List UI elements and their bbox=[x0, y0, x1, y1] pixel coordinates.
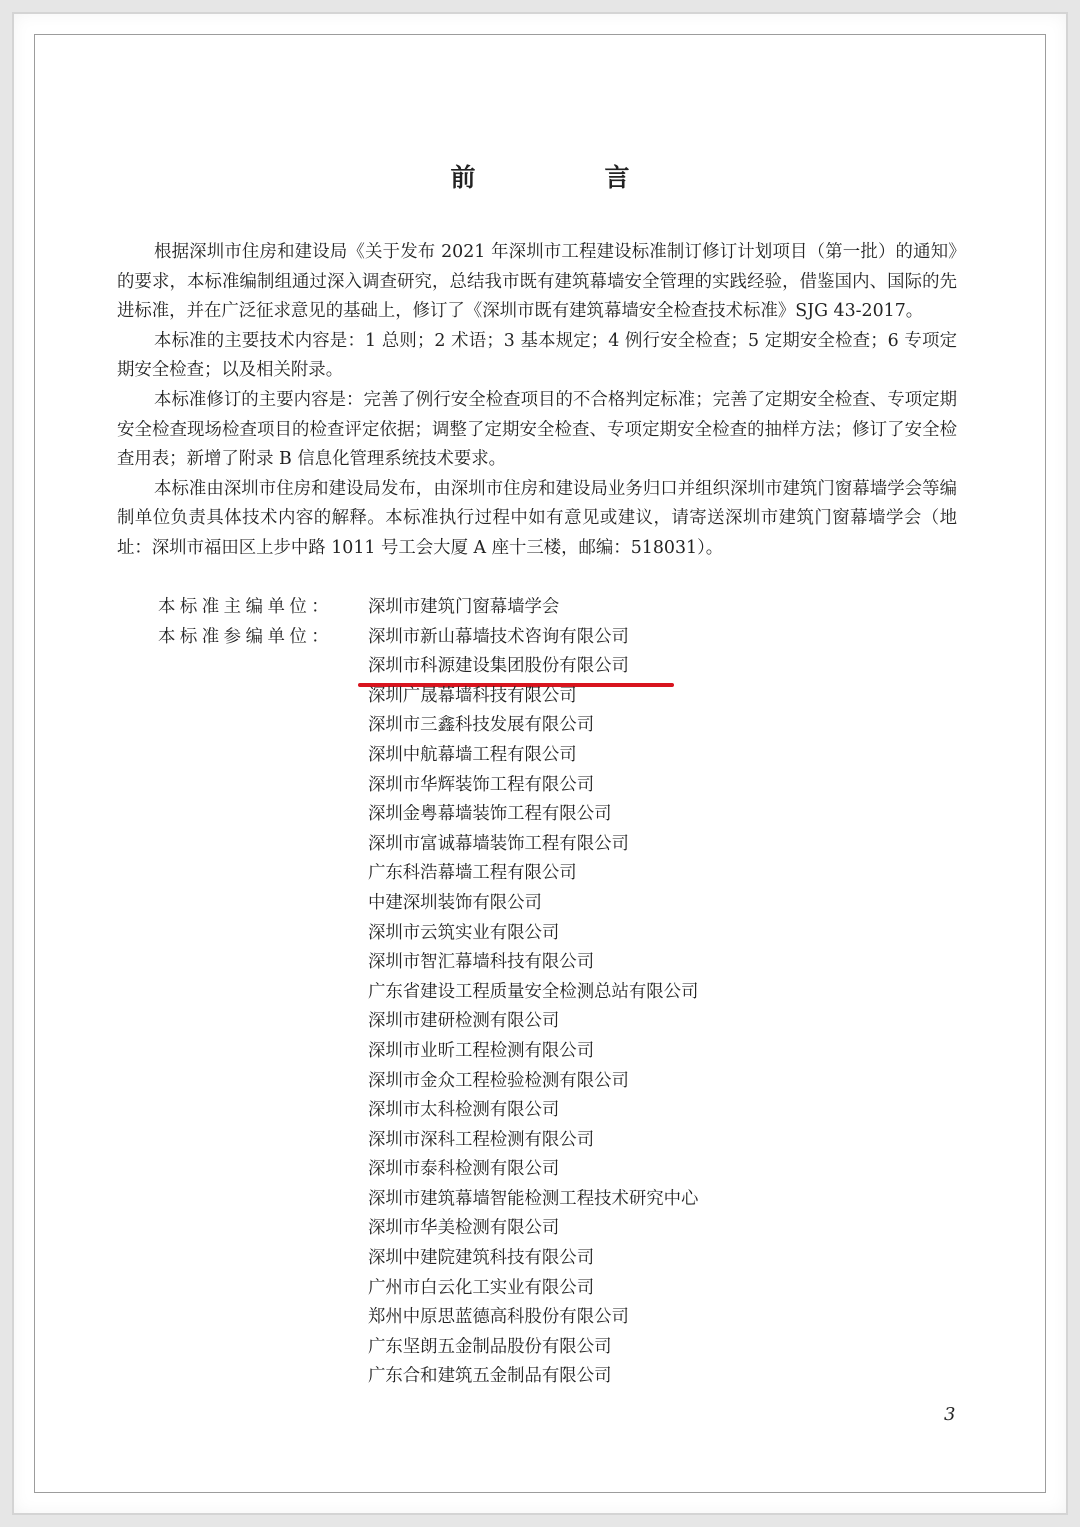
chief-unit-label: 本标准主编单位： bbox=[158, 597, 334, 617]
list-item: 深圳市华美检测有限公司 bbox=[368, 1218, 560, 1239]
list-item: 广州市白云化工实业有限公司 bbox=[368, 1277, 595, 1298]
list-item: 深圳市业昕工程检测有限公司 bbox=[368, 1040, 595, 1061]
paragraph-2: 本标准的主要技术内容是：1 总则；2 术语；3 基本规定；4 例行安全检查；5 定期安全检查；6 专项定期安全检查；以及相关附录。 bbox=[117, 330, 957, 381]
highlighted-unit-name: 深圳市科源建设集团股份有限公司 bbox=[368, 656, 629, 677]
list-item: 广东坚朗五金制品股份有限公司 bbox=[368, 1336, 612, 1357]
list-item: 深圳市智汇幕墙科技有限公司 bbox=[368, 952, 595, 973]
page-number: 3 bbox=[944, 1404, 956, 1425]
participating-unit-list bbox=[158, 652, 858, 1392]
paragraph-1: 根据深圳市住房和建设局《关于发布 2021 年深圳市工程建设标准制订修订计划项目（第一批）的通知》的要求，本标准编制组通过深入调查研究，总结我市既有建筑幕墙安全管理的实践经验，借鉴国内、国际的先进标准，并在广泛征求意见的基础上，修订了《深圳市既有建筑幕墙安全检查技术标准》SJG 43-2017。 bbox=[117, 242, 957, 322]
list-item: 深圳广晟幕墙科技有限公司 bbox=[368, 685, 577, 706]
page-title: 前 言 bbox=[450, 163, 682, 192]
list-item: 中建深圳装饰有限公司 bbox=[368, 892, 542, 913]
participating-unit-label: 本标准参编单位： bbox=[158, 626, 334, 647]
list-item: 深圳中建院建筑科技有限公司 bbox=[368, 1248, 595, 1269]
list-item: 深圳市金众工程检验检测有限公司 bbox=[368, 1070, 629, 1091]
list-item-highlighted bbox=[368, 652, 858, 682]
list-item: 深圳市云筑实业有限公司 bbox=[368, 922, 560, 943]
chief-unit-row bbox=[158, 593, 858, 623]
chief-unit-name: 深圳市建筑门窗幕墙学会 bbox=[368, 597, 560, 617]
paragraph-4: 本标准由深圳市住房和建设局发布，由深圳市住房和建设局业务归口并组织深圳市建筑门窗幕墙学会等编制单位负责具体技术内容的解释。本标准执行过程中如有意见或建议，请寄送深圳市建筑门窗幕墙学会（地址：深圳市福田区上步中路 1011 号工会大厦 A 座十三楼，邮编：518031）。 bbox=[117, 478, 957, 558]
list-item: 深圳市深科工程检测有限公司 bbox=[368, 1129, 595, 1150]
list-item: 郑州中原思蓝德高科股份有限公司 bbox=[368, 1307, 629, 1328]
list-item: 深圳金粤幕墙装饰工程有限公司 bbox=[368, 804, 612, 825]
list-item: 深圳市华辉装饰工程有限公司 bbox=[368, 774, 595, 795]
list-item: 深圳中航幕墙工程有限公司 bbox=[368, 744, 577, 765]
list-item: 深圳市建研检测有限公司 bbox=[368, 1011, 560, 1032]
list-item: 深圳市太科检测有限公司 bbox=[368, 1100, 560, 1121]
participating-unit-first: 深圳市新山幕墙技术咨询有限公司 bbox=[368, 626, 629, 647]
list-item: 深圳市三鑫科技发展有限公司 bbox=[368, 715, 595, 736]
list-item: 深圳市泰科检测有限公司 bbox=[368, 1159, 560, 1180]
list-item: 广东科浩幕墙工程有限公司 bbox=[368, 863, 577, 884]
units-section bbox=[158, 593, 858, 1392]
list-item: 广东省建设工程质量安全检测总站有限公司 bbox=[368, 981, 699, 1002]
participating-unit-row bbox=[158, 623, 858, 653]
list-item: 深圳市富诚幕墙装饰工程有限公司 bbox=[368, 833, 629, 854]
list-item: 广东合和建筑五金制品有限公司 bbox=[368, 1366, 612, 1387]
preface-body bbox=[117, 238, 957, 564]
paragraph-3: 本标准修订的主要内容是：完善了例行安全检查项目的不合格判定标准；完善了定期安全检查、专项定期安全检查现场检查项目的检查评定依据；调整了定期安全检查、专项定期安全检查的抽样方法；修订了安全检查用表；新增了附录 B 信息化管理系统技术要求。 bbox=[117, 389, 957, 470]
list-item: 深圳市建筑幕墙智能检测工程技术研究中心 bbox=[368, 1188, 699, 1209]
